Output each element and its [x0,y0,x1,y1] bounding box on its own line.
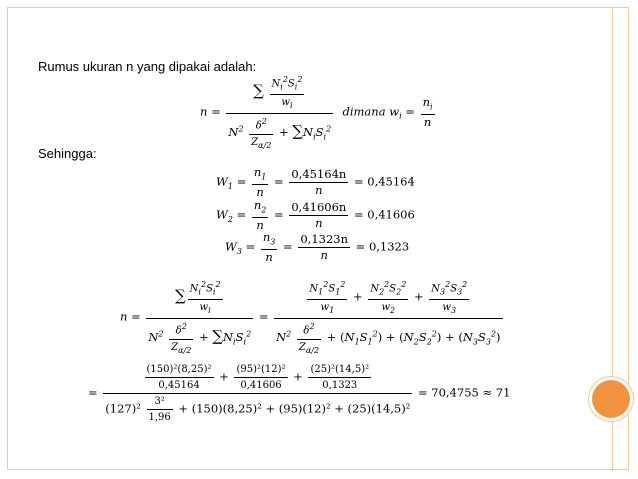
formula-w1: $W_1$ = $\frac{n_1}{n}$ = $\frac{0,45164n}{n}$ = 0,45164 [216,165,415,200]
sehingga-text: Sehingga: [38,146,97,161]
formula-w3: $W_3$ = $\frac{n_3}{n}$ = $\frac{0,1323n}{n}$ = 0,1323 [225,230,410,265]
den-line: (127)² [105,401,141,416]
formula-main: n = ∑ $\frac{N_i^2S_i^2}{w_i}$ $N^2$ $\frac{\delta^2}{Z_{\alpha/2}}$ + $\sum N_iS_i^2$ dimana $w_i$ = $\frac{n_i}{n}$ [200,72,437,153]
formula-numeric: = $\frac{\text{(150)²(8,25)²}}{0,45164}$ + $\frac{\text{(95)²(12)²}}{0,41606}$ + $\frac{\text{(25)²(14,5)²}}{0,1323}$ (127)² $\frac{\text{3²}}{1,96}$ + (150)(8,25)² + (95)(12)² + (25)(14,5)² = 70,4755 ≈ 71 [88,364,511,423]
formula-expanded: n = ∑ $\frac{N_i^2S_i^2}{w_i}$ $N^2$ $\frac{\delta^2}{Z_{\alpha/2}}$ + $\sum N_iS_i^2$ = $\frac{N_1^2S_1^2}{w_1}$ + $\frac{N_2^2S_2^2}{w_2}$ + $\frac{N_3^2S_3^2}{w_3}$ $N^2$ $\frac{\delta^2}{Z_{\alpha/2}}$ + $(N_1S_1^2) + (N_2S_2^2) + (N_3S_3^2)$ [120,277,505,358]
w1-result: = 0,45164 [353,174,415,189]
den-rest: + (150)(8,25)² + (95)(12)² + (25)(14,5)² [178,401,411,416]
term1-numerator: (150)²(8,25)² [145,362,214,378]
w1-numerator: 0,45164n [291,167,347,182]
w3-numerator: 0,1323n [300,232,348,247]
w2-result: = 0,41606 [353,207,415,222]
decorative-circle-icon [592,380,630,418]
term3-numerator: (25)²(14,5)² [308,362,371,378]
term2-denominator: 0,41606 [240,380,282,391]
final-result: = 70,4755 ≈ 71 [418,385,511,400]
w3-result: = 0,1323 [355,239,410,254]
formula-w2: $W_2$ = $\frac{n_2}{n}$ = $\frac{0,41606n}{n}$ = 0,41606 [216,198,415,233]
term1-denominator: 0,45164 [158,380,200,391]
term2-numerator: (95)²(12)² [234,362,287,378]
den-frac-denominator: 1,96 [148,412,171,423]
den-frac-numerator: 3² [147,394,173,410]
term3-denominator: 0,1323 [322,380,358,391]
w2-numerator: 0,41606n [291,200,347,215]
intro-text: Rumus ukuran n yang dipakai adalah: [38,59,257,74]
dimana-text: dimana [342,104,386,119]
